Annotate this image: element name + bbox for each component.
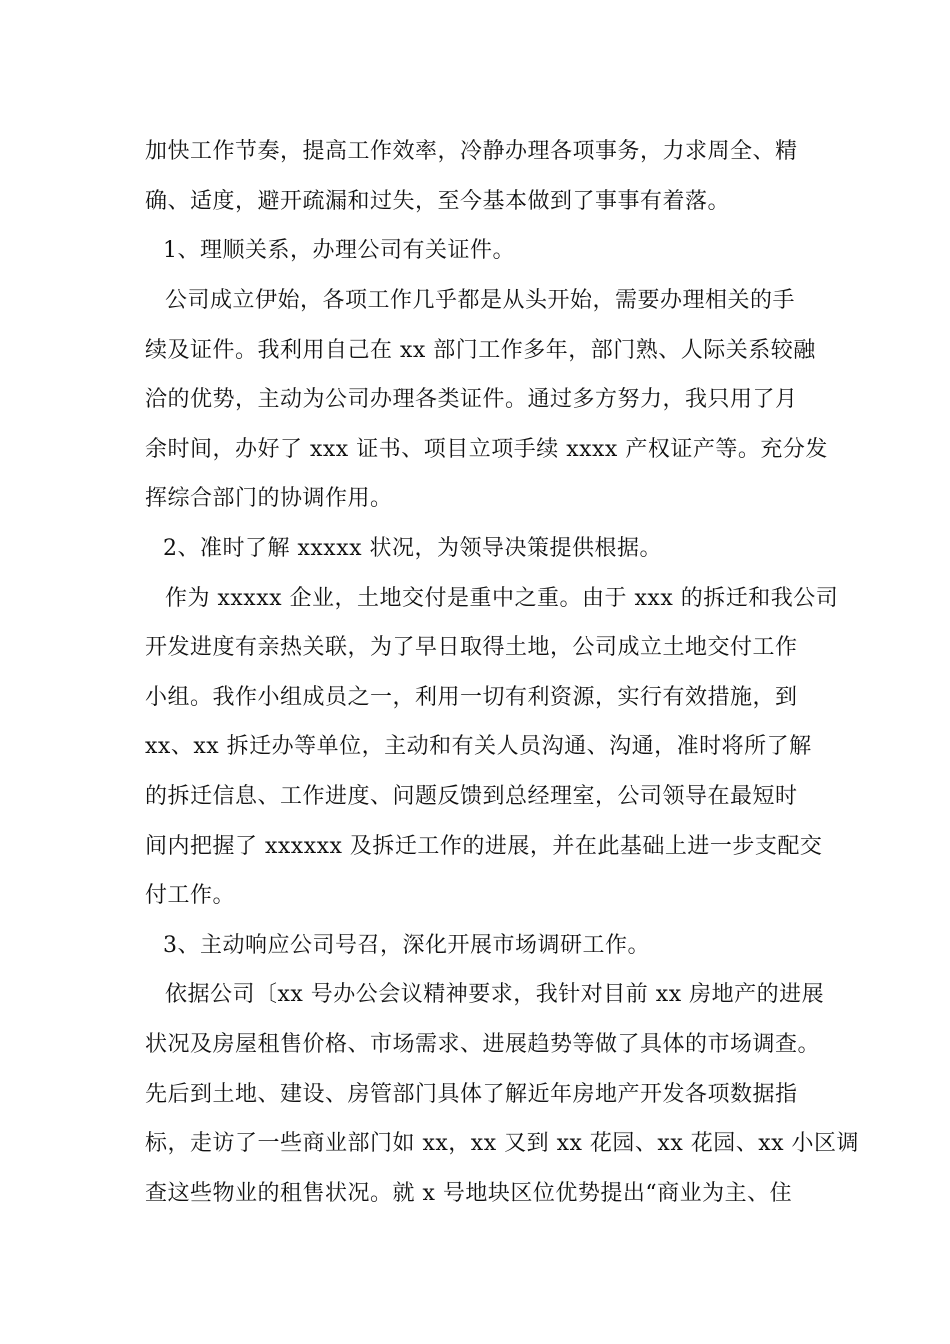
body-text-line: 加快工作节奏，提高工作效率，冷静办理各项事务，力求周全、精 — [145, 139, 798, 164]
paragraph-start-line: 公司成立伊始，各项工作几乎都是从头开始，需要办理相关的手 — [165, 288, 796, 313]
section-heading-3: 3、主动响应公司号召，深化开展市场调研工作。 — [163, 933, 650, 958]
body-text-line: 间内把握了 xxxxxx 及拆迁工作的进展，并在此基础上进一步支配交 — [145, 834, 823, 859]
body-text-line: 小组。我作小组成员之一，利用一切有利资源，实行有效措施，到 — [145, 685, 798, 710]
body-text-line: 状况及房屋租售价格、市场需求、进展趋势等做了具体的市场调查。 — [145, 1032, 821, 1057]
body-text-line: 余时间，办好了 xxx 证书、项目立项手续 xxxx 产权证产等。充分发 — [145, 437, 828, 462]
paragraph-start-line: 依据公司〔xx 号办公会议精神要求，我针对目前 xx 房地产的进展 — [165, 982, 825, 1007]
section-heading-2: 2、准时了解 xxxxx 状况，为领导决策提供根据。 — [163, 536, 663, 561]
body-text-line: 的拆迁信息、工作进度、问题反馈到总经理室，公司领导在最短时 — [145, 784, 798, 809]
body-text-line: 先后到土地、建设、房管部门具体了解近年房地产开发各项数据指 — [145, 1082, 798, 1107]
body-text-line: 续及证件。我利用自己在 xx 部门工作多年，部门熟、人际关系较融 — [145, 338, 816, 363]
body-text-line: 标，走访了一些商业部门如 xx，xx 又到 xx 花园、xx 花园、xx 小区调 — [145, 1131, 860, 1156]
section-heading-1: 1、理顺关系，办理公司有关证件。 — [163, 238, 515, 263]
body-text-line: 确、适度，避开疏漏和过失，至今基本做到了事事有着落。 — [145, 189, 731, 214]
body-text-line: xx、xx 拆迁办等单位，主动和有关人员沟通、沟通，准时将所了解 — [145, 734, 812, 759]
body-text-line: 查这些物业的租售状况。就 x 号地块区位优势提出“商业为主、住 — [145, 1181, 793, 1206]
body-text-line: 挥综合部门的协调作用。 — [145, 486, 393, 511]
body-text-line: 开发进度有亲热关联，为了早日取得土地，公司成立土地交付工作 — [145, 635, 798, 660]
body-text-line: 洽的优势，主动为公司办理各类证件。通过多方努力，我只用了月 — [145, 387, 798, 412]
body-text-line: 付工作。 — [145, 883, 236, 908]
paragraph-start-line: 作为 xxxxx 企业，土地交付是重中之重。由于 xxx 的拆迁和我公司 — [165, 586, 839, 611]
